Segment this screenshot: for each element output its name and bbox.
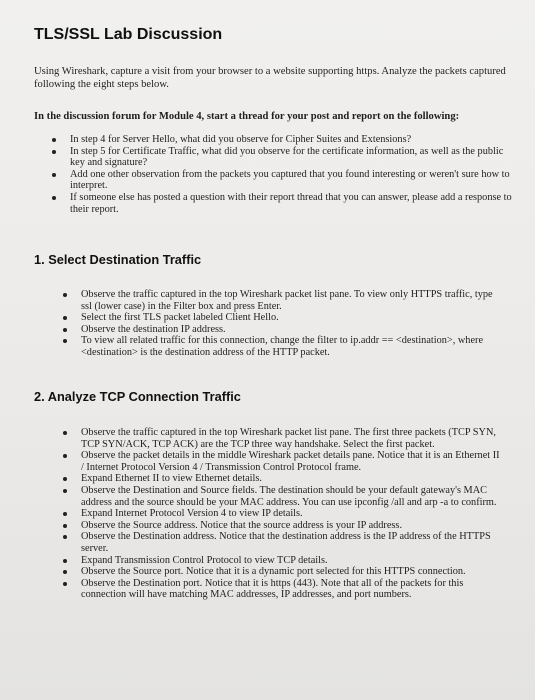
list-item: Observe the Source address. Notice that the source address is your IP address. [63,520,503,532]
page-title: TLS/SSL Lab Discussion [34,26,223,43]
section1-list [63,289,493,359]
section-heading-destination-traffic: 1. Select Destination Traffic [34,252,202,267]
discussion-instruction: In the discussion forum for Module 4, start a thread for your post and report on the following: [34,111,460,122]
intro-paragraph: Using Wireshark, capture a visit from your browser to a website supporting https. Analyze the packets captured following the eight steps below. [34,66,506,90]
list-item: Expand Internet Protocol Version 4 to view IP details. [63,508,503,520]
list-item: In step 5 for Certificate Traffic, what did you observe for the certificate information, as well as the public key and signature? [52,146,515,169]
list-item: Observe the packet details in the middle Wireshark packet details pane. Notice that it is an Ethernet II / Internet Protocol Version 4 / Transmission Control Protocol frame. [63,450,503,473]
list-item: Observe the traffic captured in the top Wireshark packet list pane. The first three packets (TCP SYN, TCP SYN/ACK, TCP ACK) are the TCP three way handshake. Select the first packet. [63,427,503,450]
list-item: Observe the Destination port. Notice that it is https (443). Note that all of the packets for this connection will have matching MAC addresses, IP addresses, and port numbers. [63,578,503,601]
list-item: Select the first TLS packet labeled Client Hello. [63,312,493,324]
list-item: Observe the traffic captured in the top Wireshark packet list pane. To view only HTTPS traffic, type ssl (lower case) in the Filter box and press Enter. [63,289,493,312]
list-item: Expand Transmission Control Protocol to view TCP details. [63,555,503,567]
list-item: To view all related traffic for this connection, change the filter to ip.addr == <destination>, where <destination> is the destination address of the HTTP packet. [63,335,493,358]
list-item: In step 4 for Server Hello, what did you observe for Cipher Suites and Extensions? [52,134,515,146]
list-item: If someone else has posted a question with their report thread that you can answer, please add a response to their report. [52,192,515,215]
list-item: Observe the Source port. Notice that it is a dynamic port selected for this HTTPS connection. [63,566,503,578]
list-item: Expand Ethernet II to view Ethernet details. [63,473,503,485]
forum-items-list [52,134,515,215]
list-item: Observe the Destination and Source fields. The destination should be your default gateway's MAC address and the source should be your MAC address. You can use ipconfig /all and arp -a to confirm. [63,485,503,508]
list-item: Add one other observation from the packets you captured that you found interesting or weren't sure how to interpret. [52,169,515,192]
list-item: Observe the destination IP address. [63,324,493,336]
list-item: Observe the Destination address. Notice that the destination address is the IP address of the HTTPS server. [63,531,503,554]
section2-list [63,427,503,601]
section-heading-tcp-connection: 2. Analyze TCP Connection Traffic [34,389,241,404]
